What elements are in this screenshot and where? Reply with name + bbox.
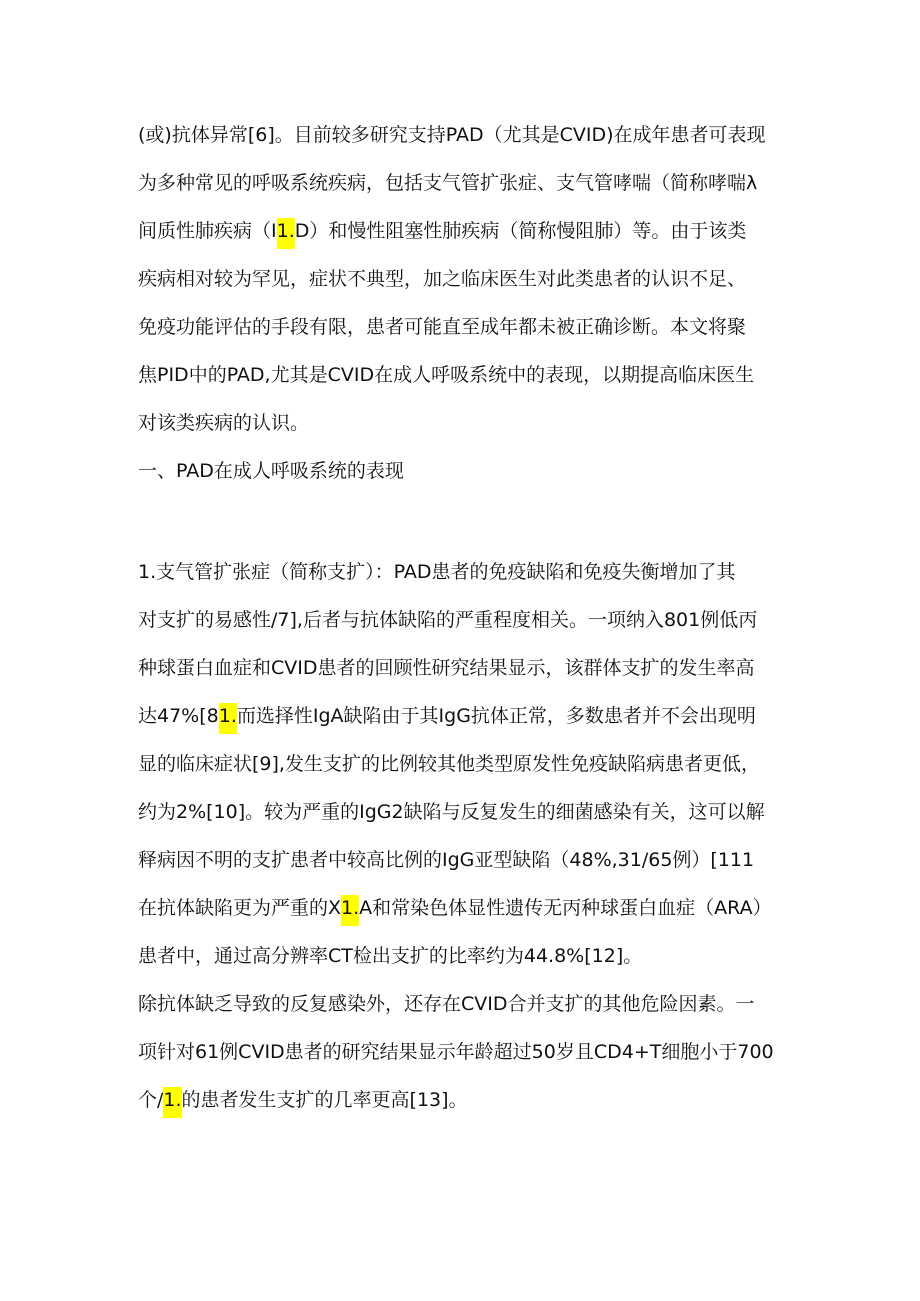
text-run: D）和慢性阻塞性肺疾病（简称慢阻肺）等。由于该类 [294,220,747,242]
text-line [138,944,642,968]
text-line [138,1040,774,1064]
text-line [138,219,746,243]
highlighted-text: 1. [219,703,237,734]
text-line [138,656,755,680]
text-run: A和常染色体显性遗传无丙种球蛋白血症（ARA） [359,897,772,919]
text-run: 对该类疾病的认识。 [138,412,310,434]
text-run: 为多种常见的呼吸系统疾病，包括支气管扩张症、支气管哮喘（简称哮喘λ [138,172,758,194]
text-run: 的患者发生支扩的几率更高[13]。 [181,1089,468,1111]
section-heading: 一、PAD在成人呼吸系统的表现 [138,460,404,482]
text-run: 间质性肺疾病（I [138,220,277,242]
text-run: 释病因不明的支扩患者中较高比例的IgG亚型缺陷（48%,31/65例）[111 [138,849,755,871]
text-run: 达47%[8 [138,705,219,727]
text-run: 除抗体缺乏导致的反复感染外，还存在CVID合并支扩的其他危险因素。一 [138,993,755,1015]
text-run: 显的临床症状[9],发生支扩的比例较其他类型原发性免疫缺陷病患者更低， [138,753,760,775]
highlighted-text: 1. [277,218,295,249]
text-line [138,800,765,824]
text-run: 对支扩的易感性/7],后者与抗体缺陷的严重程度相关。一项纳入801例低丙 [138,609,758,631]
text-run: 种球蛋白血症和CVID患者的回顾性研究结果显示，该群体支扩的发生率高 [138,657,755,679]
text-line [138,992,755,1016]
text-line [138,704,756,728]
text-line [138,848,754,872]
text-run: 项针对61例CVID患者的研究结果显示年龄超过50岁且CD4+T细胞小于700 [138,1041,774,1063]
text-run: 疾病相对较为罕见，症状不典型，加之临床医生对此类患者的认识不足、 [138,268,747,290]
text-line [138,123,766,147]
highlighted-text: 1. [341,895,359,926]
text-run: 患者中，通过高分辨率CT检出支扩的比率约为44.8%[12]。 [138,945,643,967]
text-run: 个/ [138,1089,164,1111]
text-run: 免疫功能评估的手段有限，患者可能直至成年都未被正确诊断。本文将聚 [138,316,747,338]
text-line [138,315,746,339]
text-line [138,752,760,776]
highlighted-text: 1. [163,1087,181,1118]
text-line [138,896,772,920]
text-line [138,363,754,387]
text-run: 约为2%[10]。较为严重的IgG2缺陷与反复发生的细菌感染有关，这可以解 [138,801,765,823]
text-line [138,560,736,584]
text-line [138,171,757,195]
text-run: 在抗体缺陷更为严重的X [138,897,342,919]
text-line [138,1088,468,1112]
text-line [138,267,746,291]
text-line [138,608,757,632]
text-run: 而选择性IgA缺陷由于其IgG抗体正常，多数患者并不会出现明 [236,705,756,727]
text-run: (或)抗体异常[6]。目前较多研究支持PAD（尤其是CVID)在成年患者可表现 [138,124,766,146]
text-line [138,411,309,435]
text-run: 焦PID中的PAD,尤其是CVID在成人呼吸系统中的表现，以期提高临床医生 [138,364,755,386]
text-run: 1.支气管扩张症（简称支扩）：PAD患者的免疫缺陷和免疫失衡增加了其 [138,561,736,583]
